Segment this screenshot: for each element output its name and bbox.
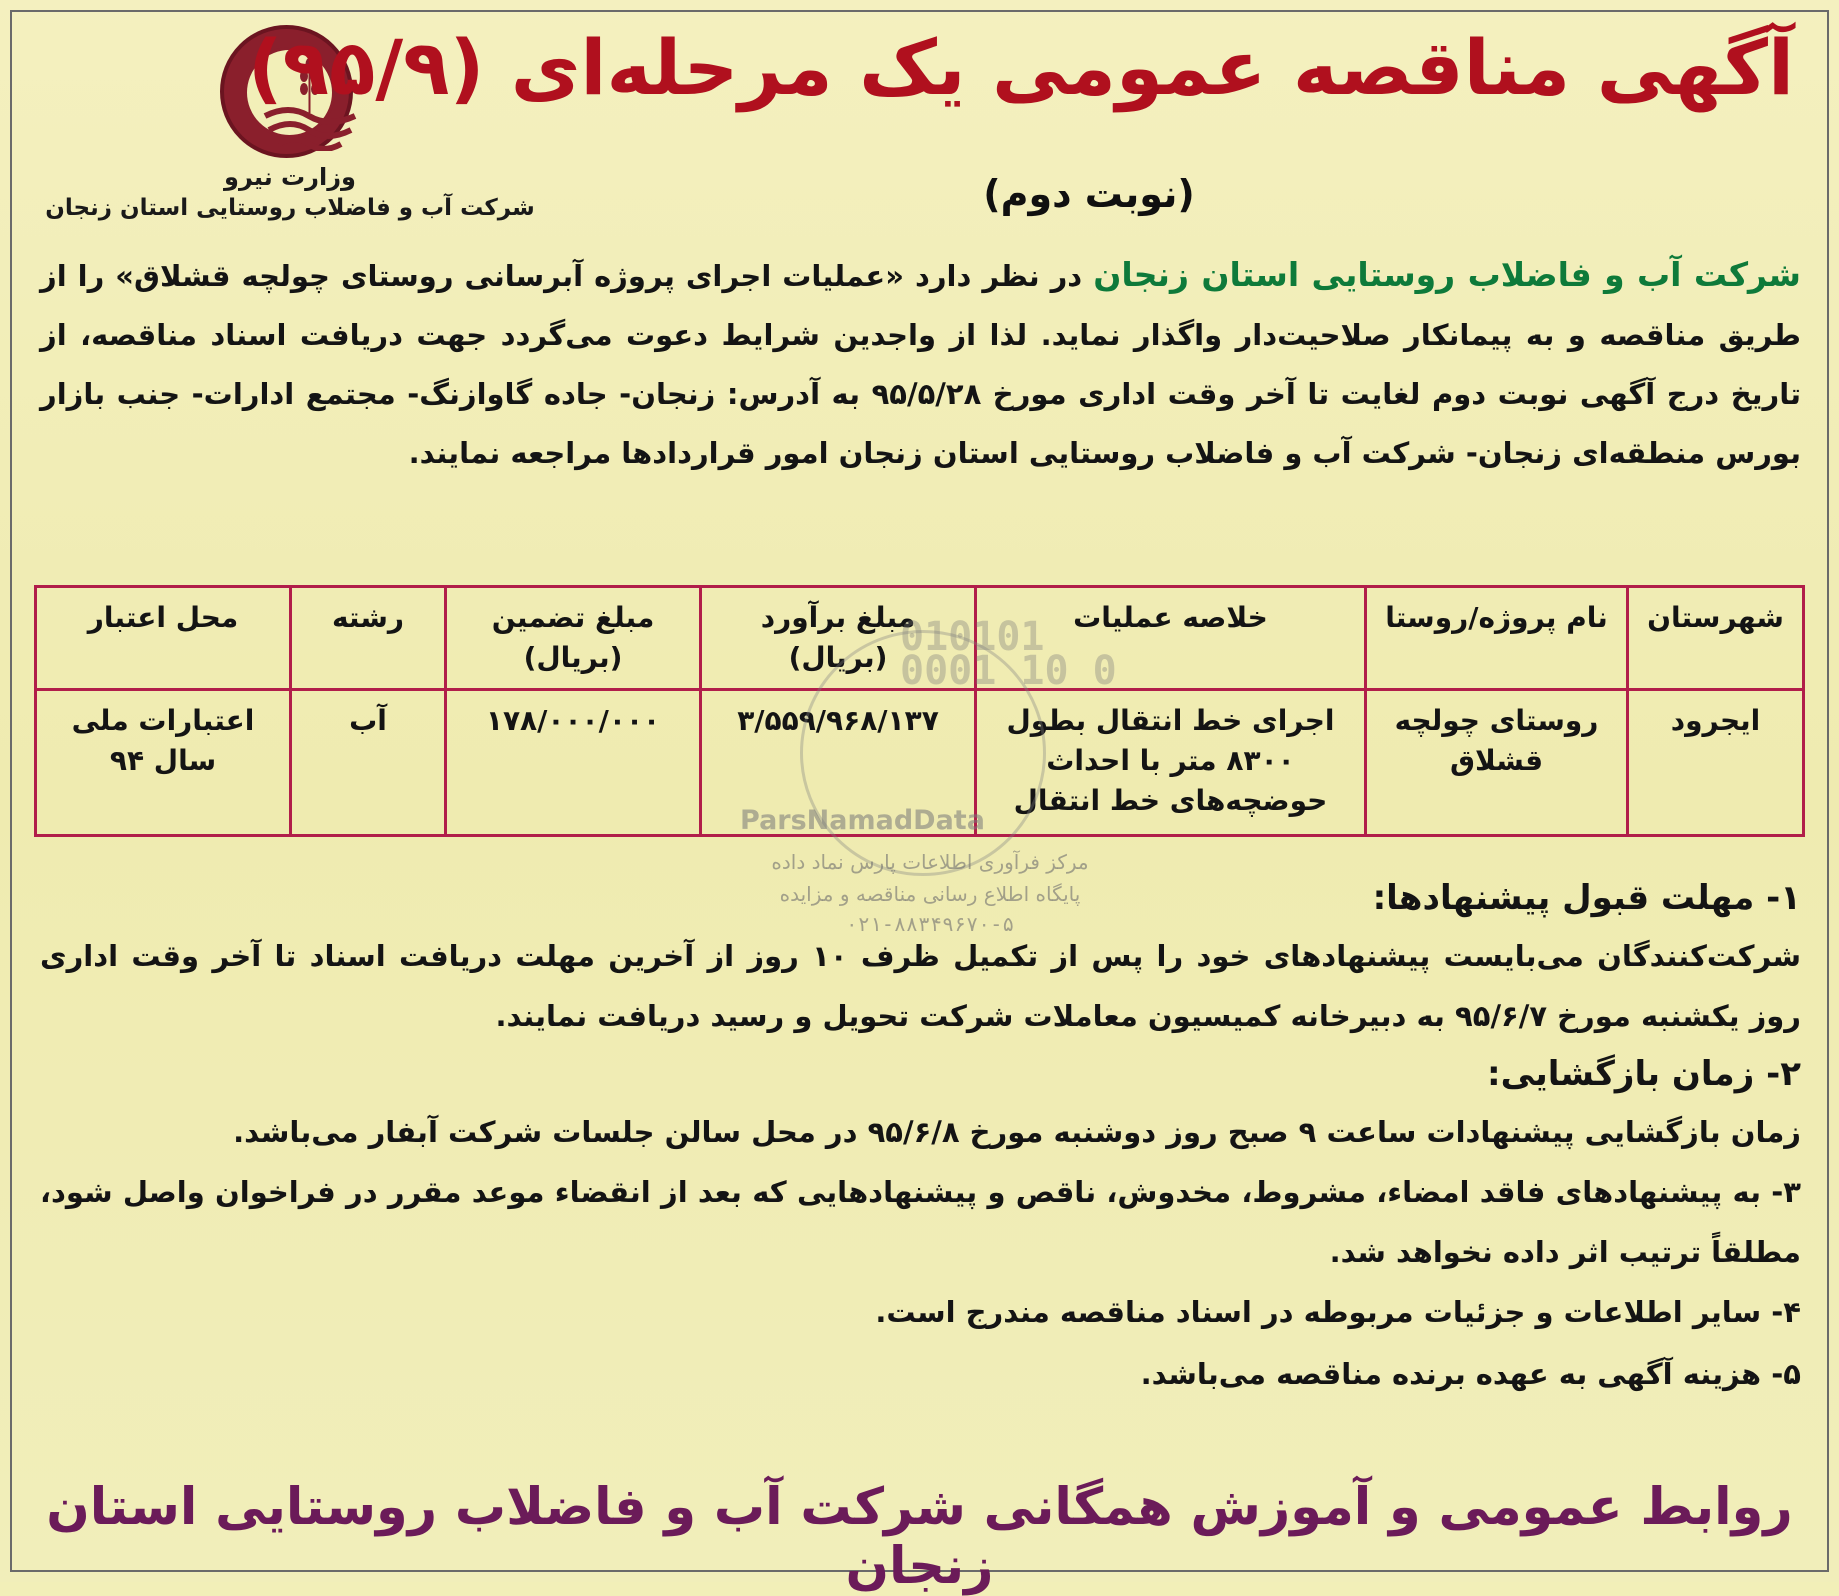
tender-table — [34, 585, 1805, 837]
table-header-row — [36, 587, 1804, 690]
ministry-name: وزارت نیرو — [224, 163, 356, 191]
section-heading-opening: ۲- زمان بازگشایی: — [1487, 1054, 1801, 1094]
footer-signature: روابط عمومی و آموزش همگانی شرکت آب و فاضلاب روستایی استان زنجان — [46, 1478, 1793, 1596]
notice-title: آگهی مناقصه عمومی یک مرحله‌ای (۹۵/۹) — [247, 23, 1794, 112]
section-body-deadline: شرکت‌کنندگان می‌بایست پیشنهادهای خود را پس از تکمیل ظرف ۱۰ روز از آخرین مهلت دریافت اسناد تا آخر وقت اداری روز یکشنبه مورخ ۹۵/۶/۷ به دبیرخانه کمیسیون معاملات شرکت تحویل و رسید دریافت نمایند. — [40, 939, 1801, 1033]
cell-operations: اجرای خط انتقال بطول ۸۳۰۰ متر با احداث حوضچه‌های خط انتقال — [976, 690, 1366, 836]
intro-paragraph — [40, 245, 1801, 483]
watermark-line-2: پایگاه اطلاع رسانی مناقصه و مزایده — [779, 882, 1081, 906]
list-item: ۴- سایر اطلاعات و جزئیات مربوطه در اسناد مناقصه مندرج است. — [875, 1295, 1801, 1329]
intro-company-name: شرکت آب و فاضلاب روستایی استان زنجان — [1093, 255, 1801, 294]
watermark-code: 010101 0001 10 0 — [900, 614, 1117, 694]
watermark-brand: ParsNamadData — [740, 805, 985, 836]
list-item: ۳- به پیشنهادهای فاقد امضاء، مشروط، مخدوش، ناقص و پیشنهادهایی که بعد از انقضاء موعد مقرر در فراخوان واصل شود، مطلقاً ترتیب اثر داده نخواهد شد. — [40, 1175, 1801, 1269]
header-funding: محل اعتبار — [36, 587, 291, 690]
cell-field: آب — [291, 690, 446, 836]
table-row — [36, 690, 1804, 836]
header-county: شهرستان — [1628, 587, 1804, 690]
company-name-header: شرکت آب و فاضلاب روستایی استان زنجان — [45, 195, 535, 221]
header-project: نام پروژه/روستا — [1366, 587, 1628, 690]
cell-county: ایجرود — [1628, 690, 1804, 836]
section-body-opening: زمان بازگشایی پیشنهادات ساعت ۹ صبح روز دوشنبه مورخ ۹۵/۶/۸ در محل سالن جلسات شرکت آبفار می‌باشد. — [233, 1115, 1801, 1149]
header-guarantee: مبلغ تضمین (بریال) — [446, 587, 701, 690]
cell-funding: اعتبارات ملی سال ۹۴ — [36, 690, 291, 836]
cell-project: روستای چولچه قشلاق — [1366, 690, 1628, 836]
intro-text: در نظر دارد «عملیات اجرای پروژه آبرسانی روستای چولچه قشلاق» را از طریق مناقصه و به پیمانکار صلاحیت‌دار واگذار نماید. لذا از واجدین شرایط دعوت می‌گردد جهت دریافت اسناد مناقصه، از تاریخ درج آگهی نوبت دوم لغایت تا آخر وقت اداری مورخ ۹۵/۵/۲۸ به آدرس: زنجان- جاده گاوازنگ- مجتمع ادارات- جنب بازار بورس منطقه‌ای زنجان- شرکت آب و فاضلاب روستایی استان زنجان امور قراردادها مراجعه نمایند. — [40, 259, 1801, 470]
header-field: رشته — [291, 587, 446, 690]
terms-sections — [40, 870, 1801, 1404]
list-item: ۵- هزینه آگهی به عهده برنده مناقصه می‌باشد. — [1140, 1357, 1801, 1391]
cell-guarantee: ۱۷۸/۰۰۰/۰۰۰ — [446, 690, 701, 836]
cell-estimate: ۳/۵۵۹/۹۶۸/۱۳۷ — [701, 690, 976, 836]
notice-subtitle: (نوبت دوم) — [983, 172, 1195, 216]
header-operations: خلاصه عملیات — [976, 587, 1366, 690]
header-estimate: مبلغ برآورد (بریال) — [701, 587, 976, 690]
section-heading-deadline: ۱- مهلت قبول پیشنهادها: — [1372, 878, 1801, 918]
watermark-phone: ۰۲۱-۸۸۳۴۹۶۷۰-۵ — [845, 912, 1015, 936]
watermark-line-1: مرکز فرآوری اطلاعات پارس نماد داده — [771, 850, 1089, 874]
